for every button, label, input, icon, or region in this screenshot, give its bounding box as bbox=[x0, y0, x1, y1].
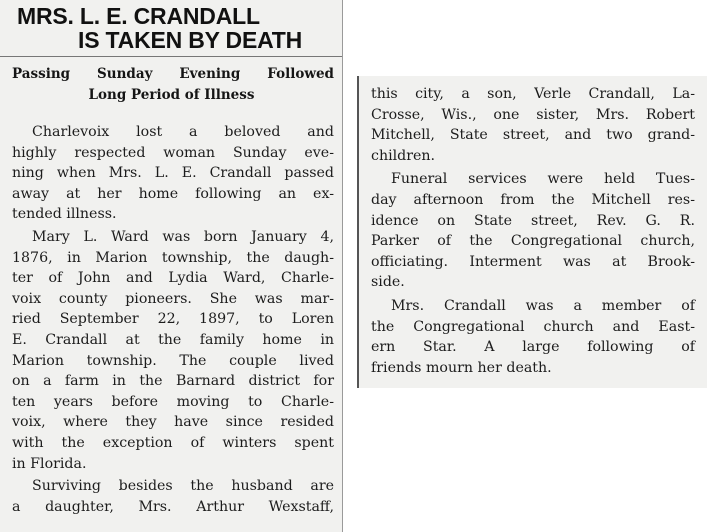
headline-line-2: IS TAKEN BY DEATH bbox=[78, 27, 303, 53]
clipping-left-column bbox=[0, 0, 343, 532]
subheadline-line-1: Passing Sunday Evening Followed bbox=[12, 66, 334, 82]
text-line: day afternoon from the Mitchell res- bbox=[371, 192, 695, 208]
headline-rule bbox=[0, 56, 343, 57]
text-line: voix county pioneers. She was mar- bbox=[12, 290, 334, 307]
text-line: in Florida. bbox=[12, 455, 87, 472]
text-line: a daughter, Mrs. Arthur Wexstaff, bbox=[12, 498, 334, 515]
text-line: the Congregational church and East- bbox=[371, 318, 695, 335]
text-line: highly respected woman Sunday eve- bbox=[12, 144, 334, 161]
text-line: ten years before moving to Charle- bbox=[12, 393, 334, 410]
text-line: Mrs. Crandall was a member of bbox=[391, 298, 695, 314]
text-line: away at her home following an ex- bbox=[12, 185, 334, 202]
text-line: Mary L. Ward was born January 4, bbox=[32, 229, 334, 245]
text-line: with the exception of winters spent bbox=[12, 435, 334, 451]
text-line: idence on State street, Rev. G. R. bbox=[371, 212, 695, 229]
text-line: this city, a son, Verle Crandall, La- bbox=[371, 86, 695, 102]
text-line: ern Star. A large following of bbox=[371, 339, 695, 356]
text-line: Parker of the Congregational church, bbox=[371, 233, 695, 250]
subheadline-line-2: Long Period of Illness bbox=[88, 87, 255, 103]
text-line: Crosse, Wis., one sister, Mrs. Robert bbox=[371, 106, 695, 123]
text-line: 1876, in Marion township, the daugh- bbox=[12, 249, 334, 266]
text-line: Charlevoix lost a beloved and bbox=[32, 124, 334, 140]
text-line: ning when Mrs. L. E. Crandall passed bbox=[12, 165, 334, 182]
text-line: ried September 22, 1897, to Loren bbox=[12, 311, 334, 328]
text-line: E. Crandall at the family home in bbox=[12, 332, 334, 348]
headline-line-1: MRS. L. E. CRANDALL bbox=[17, 3, 260, 29]
text-line: Marion township. The couple lived bbox=[12, 352, 334, 369]
clipping-right-column bbox=[357, 76, 707, 388]
text-line: friends mourn her death. bbox=[371, 359, 552, 376]
text-line: Mitchell, State street, and two grand- bbox=[371, 127, 695, 144]
text-line: officiating. Interment was at Brook- bbox=[371, 253, 695, 270]
text-line: on a farm in the Barnard district for bbox=[12, 373, 334, 390]
text-line: voix, where they have since resided bbox=[12, 414, 334, 431]
text-line: Surviving besides the husband are bbox=[32, 478, 334, 495]
text-line: Funeral services were held Tues- bbox=[391, 171, 695, 188]
text-line: side. bbox=[371, 274, 405, 291]
text-line: tended illness. bbox=[12, 206, 117, 223]
text-line: children. bbox=[371, 147, 436, 164]
text-line: ter of John and Lydia Ward, Charle- bbox=[12, 270, 334, 287]
